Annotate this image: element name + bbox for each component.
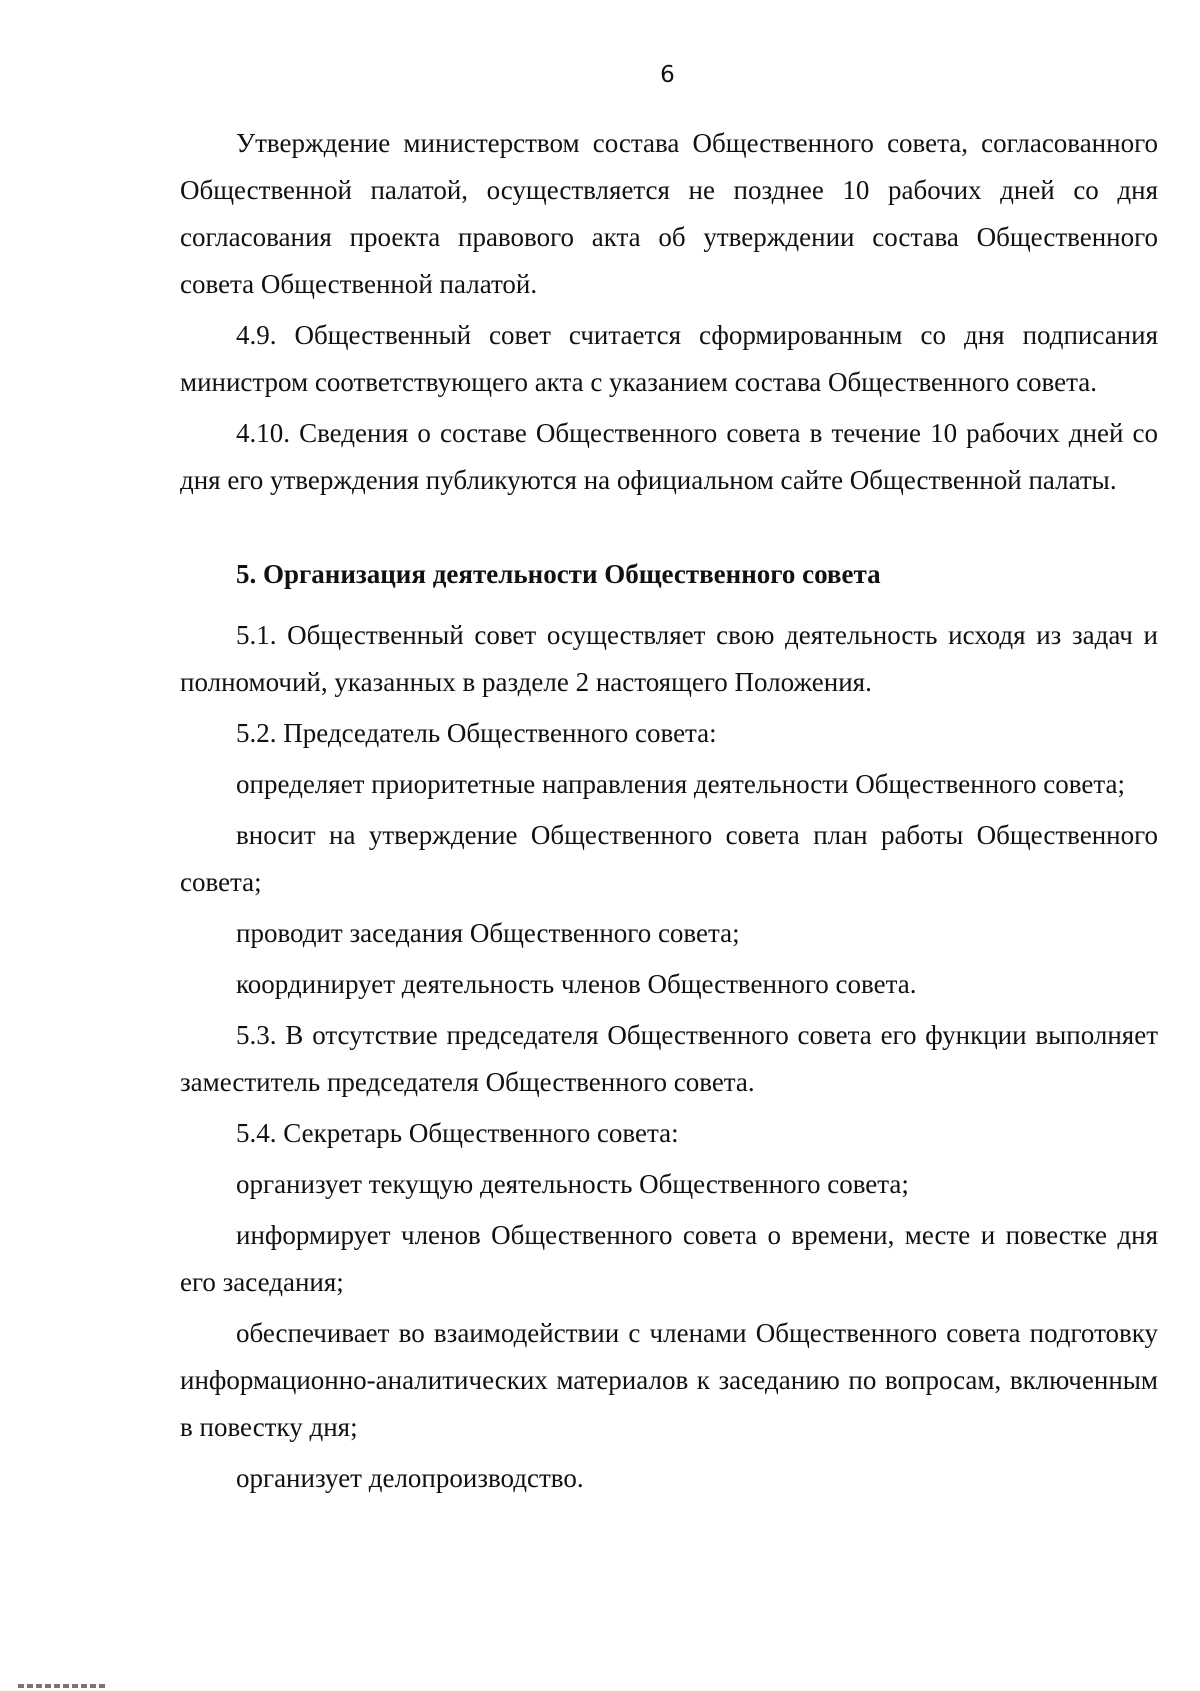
list-item-secretary-records: организует делопроизводство.	[236, 1463, 584, 1493]
list-item-chair-plan: вносит на утверждение Общественного совета план работы Общественного совета;	[180, 820, 1158, 897]
paragraph-4-10: 4.10. Сведения о составе Общественного совета в течение 10 рабочих дней со дня его утверждения публикуются на официальном сайте Общественной палаты.	[180, 418, 1158, 495]
list-item-secretary-activity: организует текущую деятельность Общественного совета;	[236, 1169, 909, 1199]
list-item-secretary-materials: обеспечивает во взаимодействии с членами Общественного совета подготовку информационно-аналитических материалов к заседанию по вопросам, включенным в повестку дня;	[180, 1318, 1158, 1442]
paragraph-4-9: 4.9. Общественный совет считается сформированным со дня подписания министром соответствующего акта с указанием состава Общественного совета.	[180, 320, 1158, 397]
paragraph-5-3: 5.3. В отсутствие председателя Общественного совета его функции выполняет заместитель председателя Общественного совета.	[180, 1020, 1158, 1097]
paragraph-5-1: 5.1. Общественный совет осуществляет свою деятельность исходя из задач и полномочий, указанных в разделе 2 настоящего Положения.	[180, 620, 1158, 697]
list-item-chair-meetings: проводит заседания Общественного совета;	[236, 918, 740, 948]
list-item-secretary-inform: информирует членов Общественного совета о времени, месте и повестке дня его заседания;	[180, 1220, 1158, 1297]
list-item-chair-coordination: координирует деятельность членов Общественного совета.	[236, 969, 917, 999]
document-body	[180, 120, 1158, 1506]
paragraph-approval-terms: Утверждение министерством состава Общественного совета, согласованного Общественной палатой, осуществляется не позднее 10 рабочих дней со дня согласования проекта правового акта об утверждении состава Общественного совета Общественной палатой.	[180, 128, 1158, 299]
paragraph-5-2: 5.2. Председатель Общественного совета:	[236, 718, 717, 748]
scan-edge-mark	[18, 1684, 108, 1688]
section-heading: 5. Организация деятельности Общественного совета	[236, 559, 881, 589]
paragraph-5-4: 5.4. Секретарь Общественного совета:	[236, 1118, 679, 1148]
page-number: 6	[660, 62, 675, 88]
list-item-chair-priorities: определяет приоритетные направления деятельности Общественного совета;	[236, 769, 1125, 799]
